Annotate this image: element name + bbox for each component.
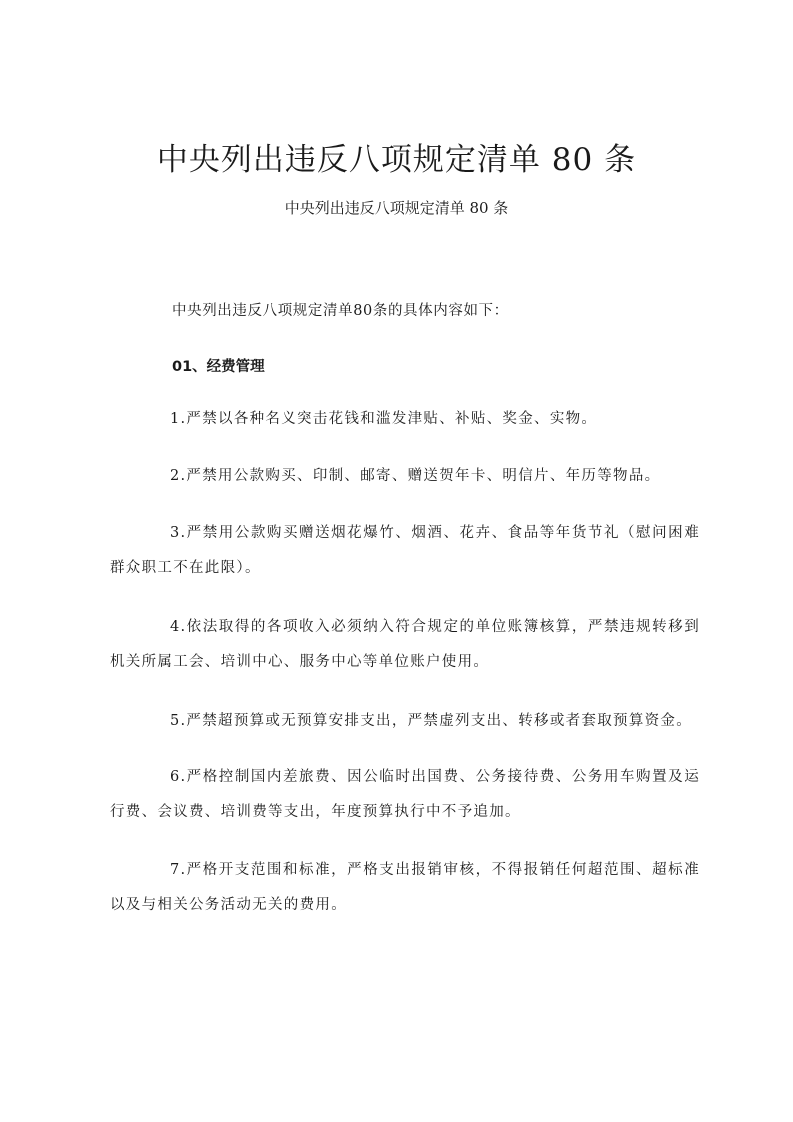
list-item: 5.严禁超预算或无预算安排支出，严禁虚列支出、转移或者套取预算资金。 (170, 713, 693, 729)
list-item: 7.严格开支范围和标准，严格支出报销审核，不得报销任何超范围、超标准以及与相关公务活动无关的费用。 (110, 862, 700, 913)
list-item: 2.严禁用公款购买、印制、邮寄、赠送贺年卡、明信片、年历等物品。 (170, 468, 661, 484)
list-item: 6.严格控制国内差旅费、因公临时出国费、公务接待费、公务用车购置及运行费、会议费、培训费等支出，年度预算执行中不予追加。 (110, 769, 700, 820)
intro-paragraph: 中央列出违反八项规定清单80条的具体内容如下： (172, 303, 509, 319)
list-item: 3.严禁用公款购买赠送烟花爆竹、烟酒、花卉、食品等年货节礼（慰问困难群众职工不在此限）。 (110, 525, 700, 576)
page-subtitle: 中央列出违反八项规定清单 80 条 (284, 199, 509, 217)
list-item: 4.依法取得的各项收入必须纳入符合规定的单位账簿核算，严禁违规转移到机关所属工会、培训中心、服务中心等单位账户使用。 (110, 619, 700, 670)
list-item: 1.严禁以各种名义突击花钱和滥发津贴、补贴、奖金、实物。 (170, 411, 598, 427)
section-heading: 01、经费管理 (172, 359, 265, 375)
page-title: 中央列出违反八项规定清单 80 条 (156, 142, 637, 178)
